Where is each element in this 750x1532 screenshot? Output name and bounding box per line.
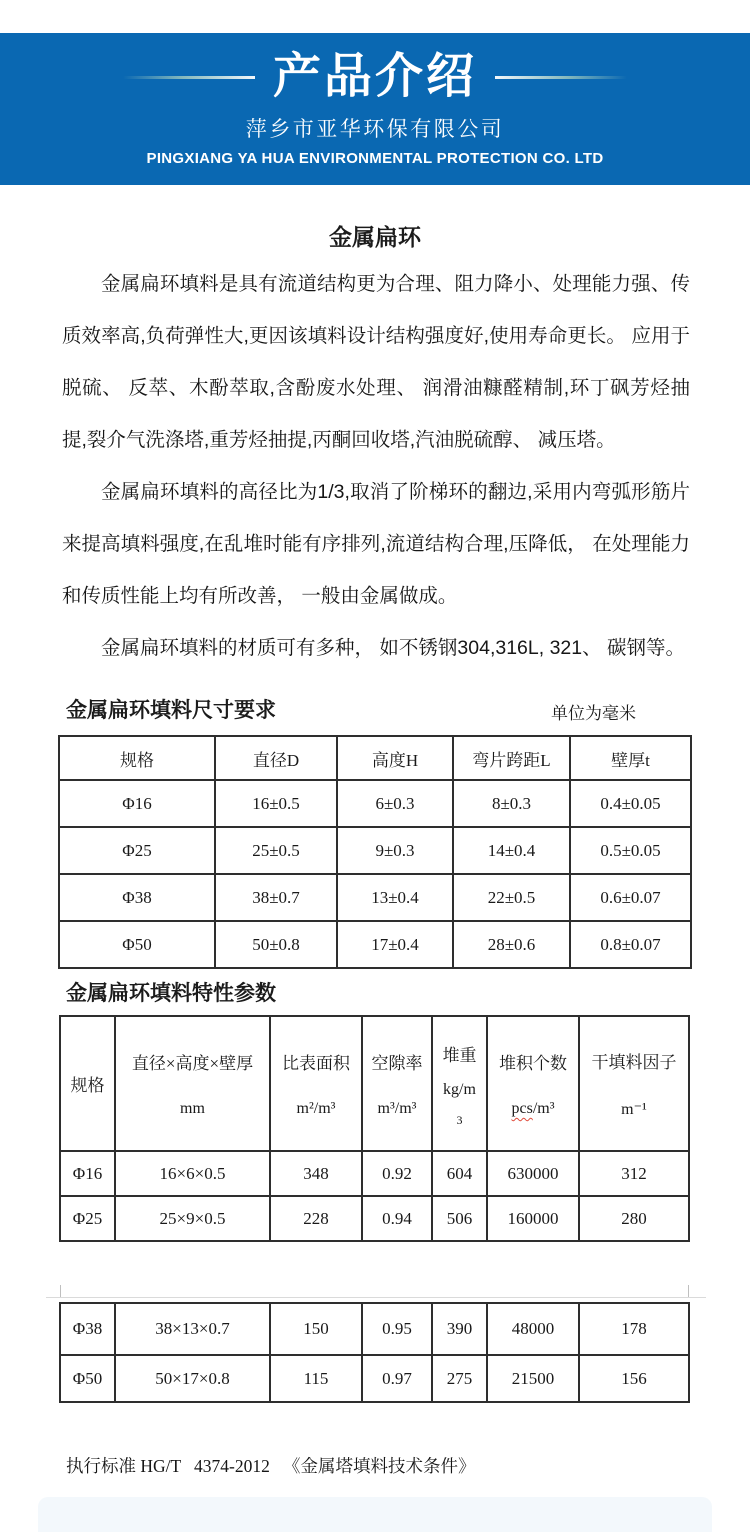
- column-header-spec: 规格: [60, 1016, 115, 1151]
- column-header-voidage: 空隙率 m³/m³: [362, 1016, 432, 1151]
- table-cell: Φ16: [59, 780, 215, 827]
- page-break-tick: [688, 1285, 689, 1297]
- params-table: [59, 1015, 690, 1242]
- table-cell: 28±0.6: [453, 921, 570, 968]
- column-header: 高度H: [337, 736, 453, 780]
- column-header-bulk-weight: 堆重 kg/m 3: [432, 1016, 487, 1151]
- table-cell: 0.94: [362, 1196, 432, 1241]
- table-cell: 16±0.5: [215, 780, 337, 827]
- table-cell: 25±0.5: [215, 827, 337, 874]
- table-cell: Φ25: [59, 827, 215, 874]
- description-paragraph-1: 金属扁环填料是具有流道结构更为合理、阻力降小、处理能力强、传质效率高,负荷弹性大,更因该填料设计结构强度好,使用寿命更长。 应用于脱硫、 反萃、木酚萃取,含酚废水处理、 润滑油糠醛精制,环丁砜芳烃抽提,裂介气洗涤塔,重芳烃抽提,丙酮回收塔,汽油脱硫醇、 减压塔。: [62, 273, 690, 451]
- table-cell: Φ38: [60, 1303, 115, 1355]
- table-cell: 9±0.3: [337, 827, 453, 874]
- table-cell: 22±0.5: [453, 874, 570, 921]
- table-cell: Φ50: [60, 1355, 115, 1402]
- column-header-surface-area: 比表面积 m²/m³: [270, 1016, 362, 1151]
- table-cell: 13±0.4: [337, 874, 453, 921]
- column-header: 弯片跨距L: [453, 736, 570, 780]
- table-row: [60, 1303, 689, 1355]
- table-row: [60, 1196, 689, 1241]
- table-cell: 506: [432, 1196, 487, 1241]
- product-title: 金属扁环: [329, 224, 421, 250]
- table-cell: 150: [270, 1303, 362, 1355]
- table-row: [60, 1151, 689, 1196]
- table-row: [59, 921, 691, 968]
- table-cell: 0.5±0.05: [570, 827, 691, 874]
- table-cell: 275: [432, 1355, 487, 1402]
- table-cell: Φ38: [59, 874, 215, 921]
- table-cell: 0.92: [362, 1151, 432, 1196]
- table-cell: 178: [579, 1303, 689, 1355]
- page-break-tick: [60, 1285, 61, 1297]
- column-header: 规格: [59, 736, 215, 780]
- table-cell: Φ25: [60, 1196, 115, 1241]
- table-cell: 38×13×0.7: [115, 1303, 270, 1355]
- params-table-continued: [59, 1302, 690, 1403]
- column-header: 直径D: [215, 736, 337, 780]
- table-cell: 0.97: [362, 1355, 432, 1402]
- product-description: [62, 258, 690, 674]
- table-cell: 312: [579, 1151, 689, 1196]
- table-cell: 50±0.8: [215, 921, 337, 968]
- description-paragraph-2: 金属扁环填料的高径比为1/3,取消了阶梯环的翻边,采用内弯弧形筋片来提高填料强度,在乱堆时能有序排列,流道结构合理,压降低， 在处理能力和传质性能上均有所改善， 一般由金属做成。: [62, 481, 690, 607]
- company-name-chinese: 萍乡市亚华环保有限公司: [245, 117, 505, 141]
- page-break-line: [46, 1297, 706, 1298]
- table-cell: Φ50: [59, 921, 215, 968]
- banner: [0, 33, 750, 185]
- column-header-piece-count: 堆积个数 pcs/m³: [487, 1016, 579, 1151]
- execution-standard: 执行标准 HG/T 4374-2012 《金属塔填料技术条件》: [66, 1456, 476, 1476]
- table-cell: 630000: [487, 1151, 579, 1196]
- pcs-unit: pcs/m³: [511, 1100, 555, 1117]
- table-cell: 8±0.3: [453, 780, 570, 827]
- column-header-dimensions: 直径×高度×壁厚 mm: [115, 1016, 270, 1151]
- table-cell: 0.8±0.07: [570, 921, 691, 968]
- page-break-gap: [0, 1242, 750, 1302]
- table-cell: 280: [579, 1196, 689, 1241]
- description-paragraph-3: 金属扁环填料的材质可有多种， 如不锈钢304,316L, 321、 碳钢等。: [101, 637, 686, 659]
- size-section-title: 金属扁环填料尺寸要求: [66, 699, 276, 722]
- next-section-card: [38, 1497, 712, 1532]
- table-cell: 0.6±0.07: [570, 874, 691, 921]
- table-cell: 0.95: [362, 1303, 432, 1355]
- table-cell: 17±0.4: [337, 921, 453, 968]
- table-cell: 25×9×0.5: [115, 1196, 270, 1241]
- table-cell: 48000: [487, 1303, 579, 1355]
- banner-title-row: [123, 51, 627, 104]
- decorative-line-left: [123, 76, 255, 79]
- size-table-header-row: [59, 736, 691, 780]
- table-cell: 0.4±0.05: [570, 780, 691, 827]
- size-section-header: [0, 694, 750, 724]
- table-cell: Φ16: [60, 1151, 115, 1196]
- table-row: [60, 1355, 689, 1402]
- company-name-english: PINGXIANG YA HUA ENVIRONMENTAL PROTECTION CO. LTD: [146, 149, 604, 167]
- table-row: [59, 827, 691, 874]
- table-cell: 16×6×0.5: [115, 1151, 270, 1196]
- table-row: [59, 780, 691, 827]
- column-header-dry-packing-factor: 干填料因子 m⁻¹: [579, 1016, 689, 1151]
- table-cell: 38±0.7: [215, 874, 337, 921]
- table-cell: 50×17×0.8: [115, 1355, 270, 1402]
- table-row: [59, 874, 691, 921]
- table-cell: 14±0.4: [453, 827, 570, 874]
- decorative-line-right: [495, 76, 627, 79]
- table-cell: 115: [270, 1355, 362, 1402]
- page-title: 产品介绍: [272, 50, 477, 104]
- column-header: 壁厚t: [570, 736, 691, 780]
- size-table: [58, 735, 692, 969]
- table-cell: 6±0.3: [337, 780, 453, 827]
- unit-note: 单位为毫米: [551, 704, 636, 723]
- table-cell: 21500: [487, 1355, 579, 1402]
- params-table-header-row: [60, 1016, 689, 1151]
- table-cell: 228: [270, 1196, 362, 1241]
- table-cell: 160000: [487, 1196, 579, 1241]
- table-cell: 604: [432, 1151, 487, 1196]
- params-section-title: 金属扁环填料特性参数: [66, 982, 276, 1005]
- table-cell: 348: [270, 1151, 362, 1196]
- table-cell: 156: [579, 1355, 689, 1402]
- table-cell: 390: [432, 1303, 487, 1355]
